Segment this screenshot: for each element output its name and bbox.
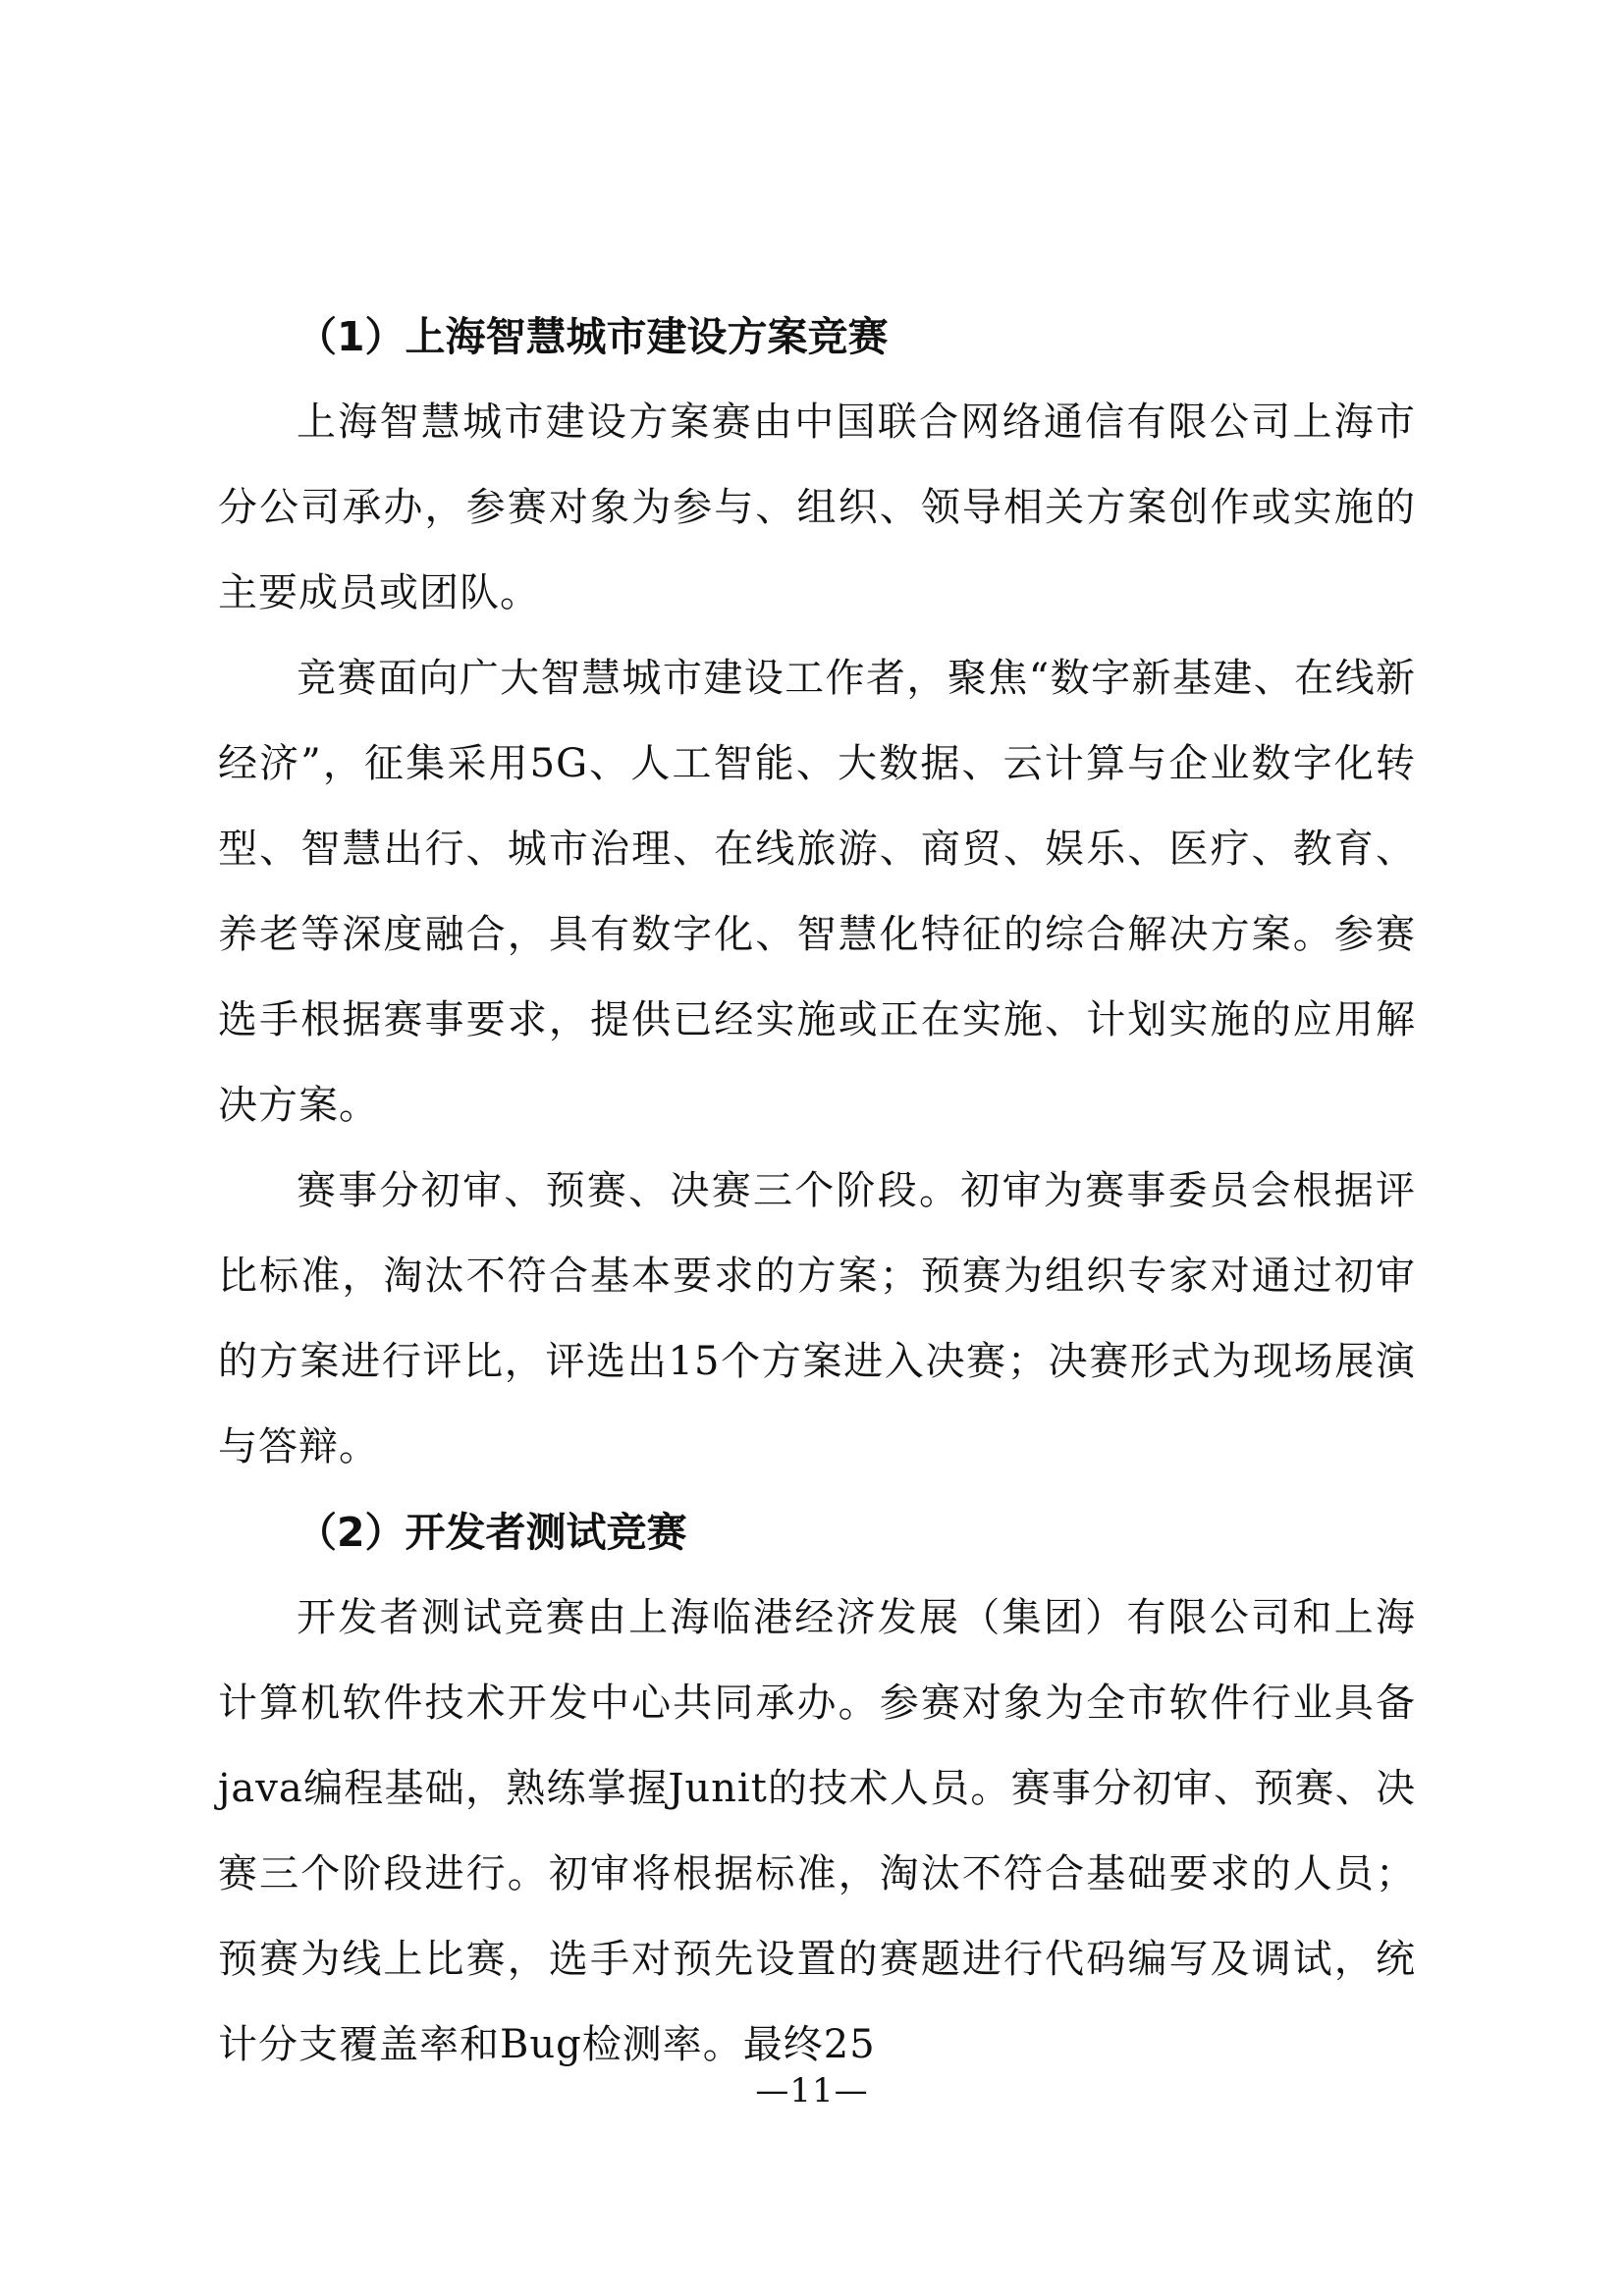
section-2-paragraph-1: 开发者测试竞赛由上海临港经济发展（集团）有限公司和上海计算机软件技术开发中心共同承办。参赛对象为全市软件行业具备java编程基础，熟练掌握Junit的技术人员。赛事分初审、预赛、决赛三个阶段进行。初审将根据标准，淘汰不符合基础要求的人员；预赛为线上比赛，选手对预先设置的赛题进行代码编写及调试，统计分支覆盖率和Bug检测率。最终25 [218, 1595, 1416, 2067]
section-1-paragraph-1: 上海智慧城市建设方案赛由中国联合网络通信有限公司上海市分公司承办，参赛对象为参与、组织、领导相关方案创作或实施的主要成员或团队。 [218, 400, 1416, 615]
section-1-paragraph-3: 赛事分初审、预赛、决赛三个阶段。初审为赛事委员会根据评比标准，淘汰不符合基本要求的方案；预赛为组织专家对通过初审的方案进行评比，评选出15个方案进入决赛；决赛形式为现场展演与答辩。 [218, 1168, 1416, 1469]
section-1-paragraph-2: 竞赛面向广大智慧城市建设工作者，聚焦“数字新基建、在线新经济”，征集采用5G、人工智能、大数据、云计算与企业数字化转型、智慧出行、城市治理、在线旅游、商贸、娱乐、医疗、教育、养老等深度融合，具有数字化、智慧化特征的综合解决方案。参赛选手根据赛事要求，提供已经实施或正在实施、计划实施的应用解决方案。 [218, 656, 1416, 1128]
section-2-heading: （2）开发者测试竞赛 [297, 1509, 687, 1556]
document-body [218, 294, 1416, 2088]
section-1-heading: （1）上海智慧城市建设方案竞赛 [297, 313, 889, 360]
page-number: —11— [755, 2071, 869, 2110]
